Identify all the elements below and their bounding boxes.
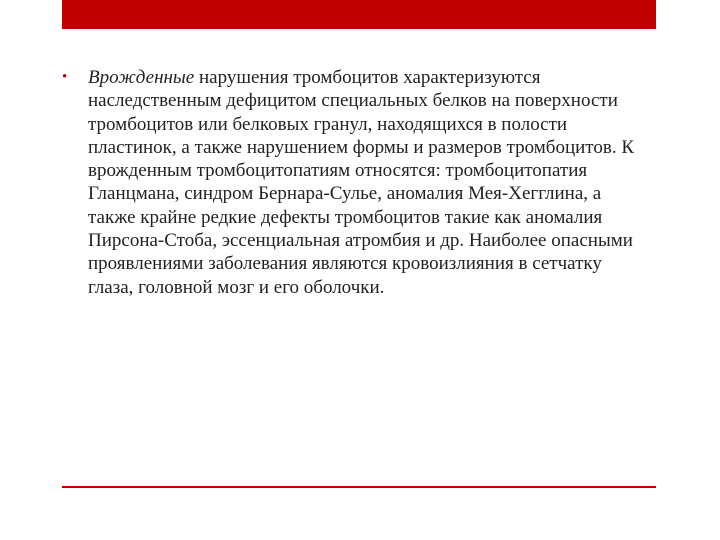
footer-accent-rule — [62, 486, 656, 488]
bullet-paragraph — [62, 66, 652, 299]
paragraph-text — [88, 66, 652, 299]
paragraph-body: нарушения тромбоцитов характеризуются наследственным дефицитом специальных белков на поверхности тромбоцитов или белковых гранул, находящихся в полости пластинок, а также нарушением формы и размеров тромбоцитов. К врожденным тромбоцитопатиям относятся: тромбоцитопатия Гланцмана, синдром Бернара-Сулье, аномалия Мея-Хегглина, а также крайне редкие дефекты тромбоцитов такие как аномалия Пирсона-Стоба, эссенциальная атромбия и др. Наиболее опасными проявлениями заболевания являются кровоизлияния в сетчатку глаза, головной мозг и его оболочки. — [88, 67, 635, 298]
paragraph-lead-italic: Врожденные — [88, 67, 195, 88]
header-accent-bar — [62, 0, 656, 29]
slide-content — [62, 66, 652, 299]
bullet-marker: • — [62, 69, 68, 85]
